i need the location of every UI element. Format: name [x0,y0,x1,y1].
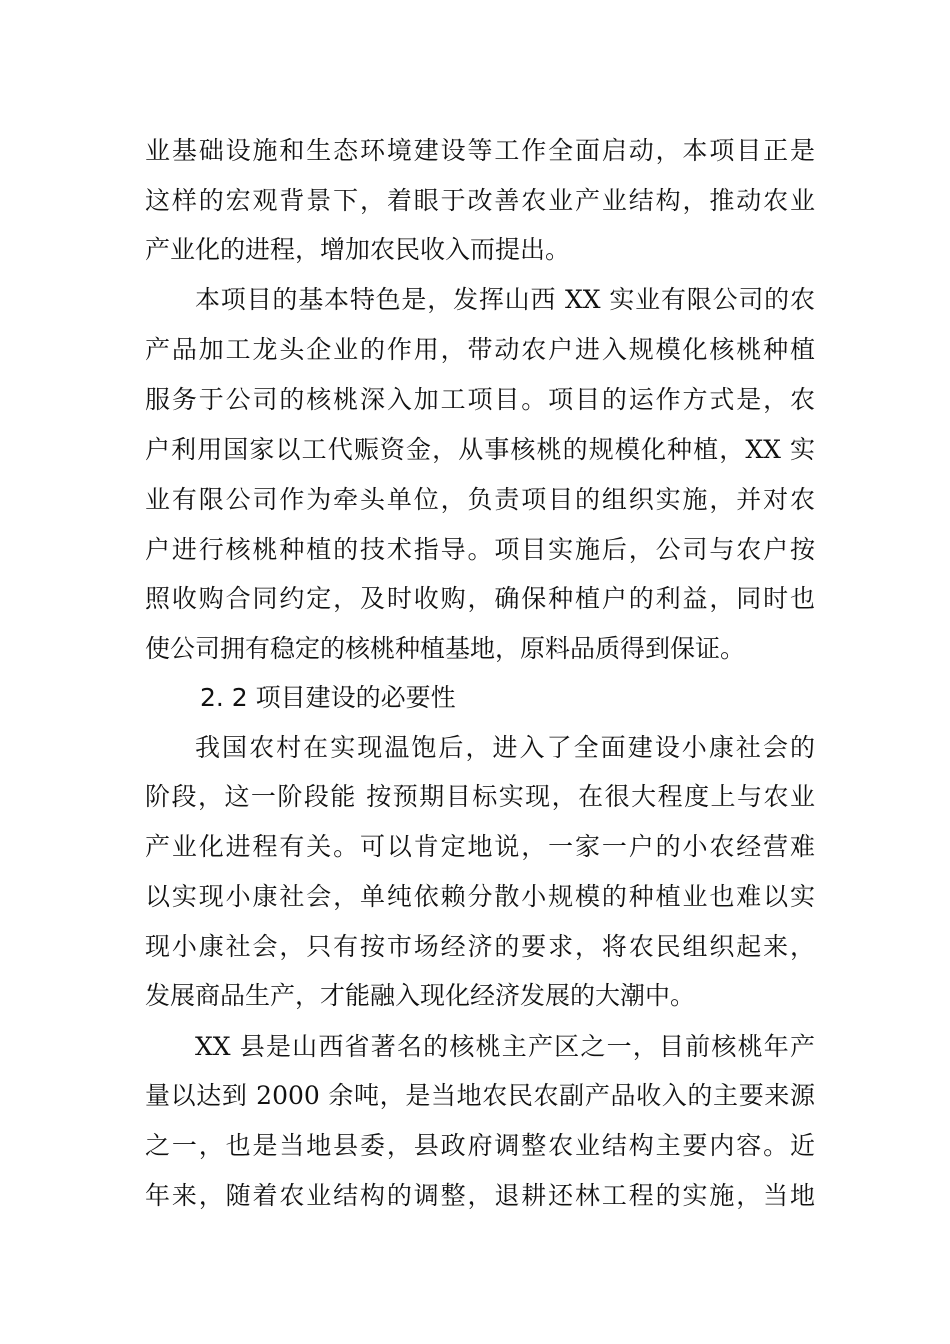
paragraph-2-line-2: 产品加工龙头企业的作用，带动农户进入规模化核桃种植 [145,335,815,364]
paragraph-4-line-2: 量以达到 2000 余吨，是当地农民农副产品收入的主要来源 [145,1081,815,1110]
paragraph-4-line-1: XX 县是山西省著名的核桃主产区之一，目前核桃年产 [195,1032,815,1061]
paragraph-1-line-2: 这样的宏观背景下，着眼于改善农业产业结构，推动农业 [145,186,815,215]
paragraph-2-line-8: 使公司拥有稳定的核桃种植基地，原料品质得到保证。 [145,634,746,663]
paragraph-3-line-1: 我国农村在实现温饱后，进入了全面建设小康社会的 [195,733,815,762]
paragraph-3-line-6: 发展商品生产，才能融入现化经济发展的大潮中。 [145,981,696,1010]
paragraph-4-line-3: 之一，也是当地县委，县政府调整农业结构主要内容。近 [145,1131,815,1160]
paragraph-2-line-1: 本项目的基本特色是，发挥山西 XX 实业有限公司的农 [195,285,815,314]
paragraph-3-line-3: 产业化进程有关。可以肯定地说，一家一户的小农经营难 [145,832,815,861]
paragraph-4-line-4: 年来，随着农业结构的调整，退耕还林工程的实施，当地 [145,1181,815,1210]
paragraph-2-line-7: 照收购合同约定，及时收购，确保种植户的利益，同时也 [145,584,815,613]
paragraph-1-line-1: 业基础设施和生态环境建设等工作全面启动，本项目正是 [145,136,815,165]
paragraph-1-line-3: 产业化的进程，增加农民收入而提出。 [145,235,571,264]
paragraph-3-line-5: 现小康社会，只有按市场经济的要求，将农民组织起来， [145,932,815,961]
paragraph-3-line-2: 阶段，这一阶段能 按预期目标实现，在很大程度上与农业 [145,782,815,811]
paragraph-2-line-3: 服务于公司的核桃深入加工项目。项目的运作方式是，农 [145,385,815,414]
paragraph-3-line-4: 以实现小康社会，单纯依赖分散小规模的种植业也难以实 [145,882,815,911]
paragraph-2-line-5: 业有限公司作为牵头单位，负责项目的组织实施，并对农 [145,485,815,514]
section-heading: 2. 2 项目建设的必要性 [200,683,456,712]
paragraph-2-line-6: 户进行核桃种植的技术指导。项目实施后，公司与农户按 [145,535,815,564]
paragraph-2-line-4: 户利用国家以工代赈资金，从事核桃的规模化种植，XX 实 [145,435,815,464]
